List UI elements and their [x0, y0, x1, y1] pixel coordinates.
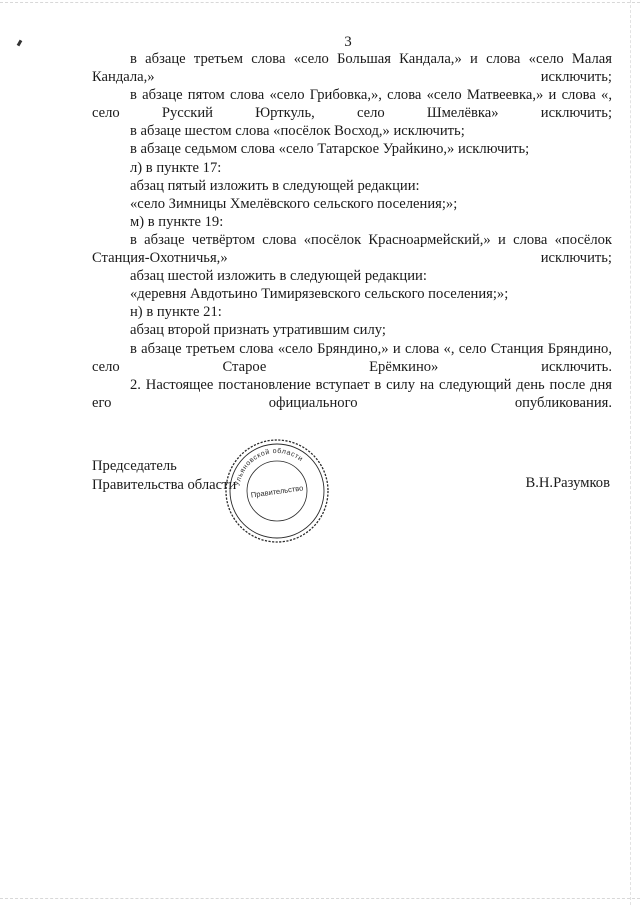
paragraph: в абзаце шестом слова «посёлок Восход,» исключить;	[130, 123, 465, 140]
paragraph: в абзаце третьем слова «село Большая Кандала,» и слова «село Малая Кандала,» исключить;	[92, 51, 612, 86]
scan-edge-top	[0, 2, 640, 5]
signatory-title-line: Правительства области	[92, 476, 237, 493]
scan-edge-bottom	[0, 898, 640, 901]
paragraph: «село Зимницы Хмелёвского сельского поселения;»;	[130, 195, 458, 212]
scan-edge-right	[630, 0, 633, 905]
official-seal	[222, 436, 332, 546]
paragraph: абзац шестой изложить в следующей редакции:	[130, 268, 427, 285]
paragraph: в абзаце четвёртом слова «посёлок Красноармейский,» и слова «посёлок Станция-Охотничья,» исключить;	[92, 231, 612, 267]
seal-ring-text: Ульяновской области	[234, 447, 305, 487]
paragraph: в абзаце пятом слова «село Грибовка,», слова «село Матвеевка,» и слова «, село Русский Юрткуль, село Шмелёвка» исключить;	[92, 87, 612, 122]
seal-center-text: Правительство	[250, 483, 304, 500]
signatory-title	[92, 457, 236, 494]
paragraph: м) в пункте 19:	[130, 213, 224, 230]
signatory-name: В.Н.Разумков	[525, 475, 610, 491]
scan-mark	[17, 40, 23, 47]
paragraph: абзац второй признать утратившим силу;	[130, 322, 386, 339]
svg-text:Ульяновской области	[234, 447, 304, 487]
signatory-title-line: Председатель	[92, 458, 177, 474]
document-body	[92, 50, 612, 412]
paragraph: л) в пункте 17:	[130, 159, 222, 176]
paragraph: «деревня Авдотьино Тимирязевского сельского поселения;»;	[130, 286, 509, 303]
paragraph: 2. Настоящее постановление вступает в силу на следующий день после дня его официального опубликования.	[92, 376, 612, 411]
paragraph: абзац пятый изложить в следующей редакции:	[130, 177, 420, 194]
paragraph: н) в пункте 21:	[130, 304, 222, 321]
paragraph: в абзаце седьмом слова «село Татарское Урайкино,» исключить;	[130, 141, 530, 158]
paragraph: в абзаце третьем слова «село Бряндино,» и слова «, село Станция Бряндино, село Старое Ерёмкино» исключить.	[92, 340, 612, 375]
page-number: 3	[344, 34, 352, 50]
